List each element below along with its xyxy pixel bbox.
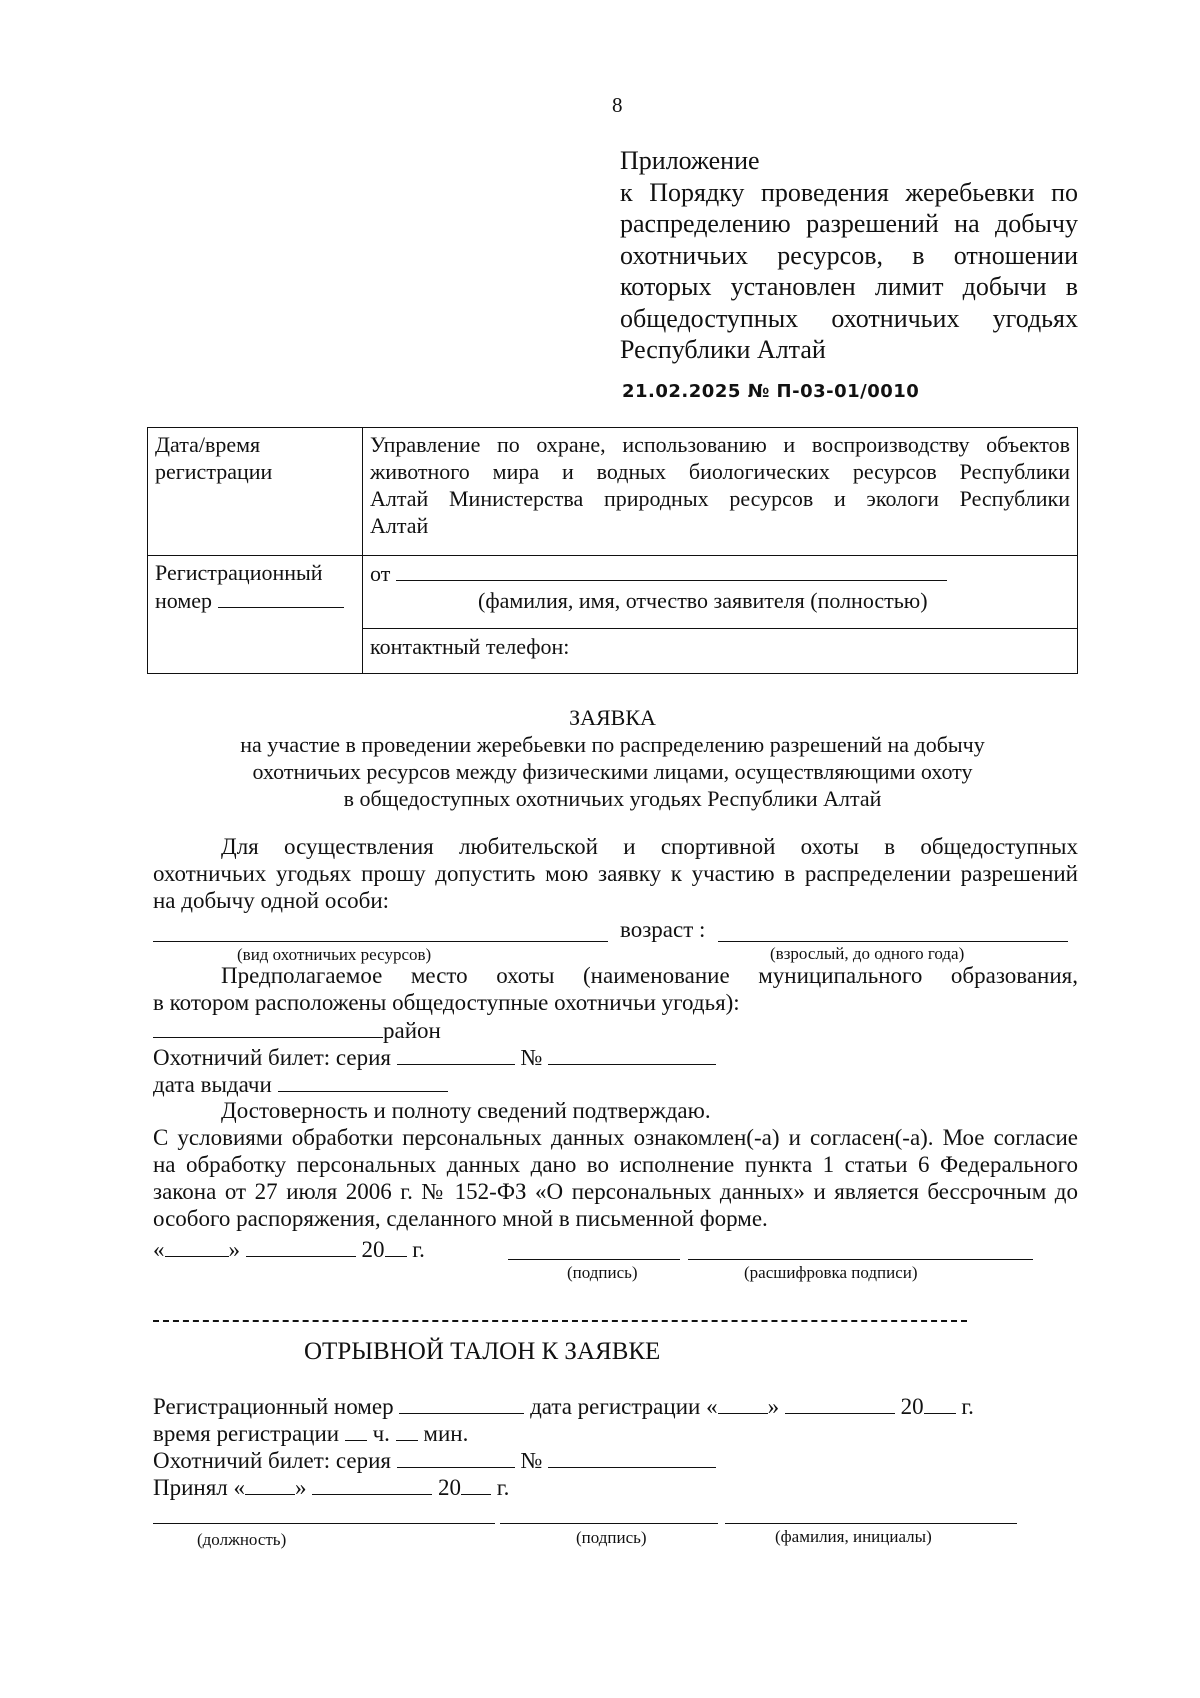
- applicant-cell: [363, 556, 1078, 629]
- authority-line: животного мира и водных биологических ресурсов Республики: [370, 459, 1070, 484]
- issue-date-row: [153, 1070, 448, 1098]
- coupon-hours-field[interactable]: [345, 1419, 367, 1441]
- resource-caption: (вид охотничьих ресурсов): [237, 945, 432, 964]
- coupon-month-field[interactable]: [785, 1392, 895, 1414]
- authority-line: Алтай: [370, 513, 429, 538]
- age-field[interactable]: [718, 920, 1068, 942]
- place-line: в котором расположены общедоступные охотничьи угодья):: [153, 990, 740, 1015]
- consent-line: С условиями обработки персональных данных ознакомлен(-а) и согласен(-а). Мое согласие: [153, 1125, 1078, 1150]
- page-number: 8: [612, 93, 623, 117]
- applicant-name-field[interactable]: [396, 559, 947, 581]
- minutes-label: мин.: [423, 1421, 469, 1446]
- coupon-time-row: [153, 1419, 468, 1447]
- authority-cell: [363, 428, 1078, 556]
- authority-line: Управление по охране, использованию и воспроизводству объектов: [370, 432, 1070, 457]
- signature-field[interactable]: [508, 1238, 680, 1260]
- coupon-day-field[interactable]: [718, 1392, 768, 1414]
- confirmation-text: Достоверность и полноту сведений подтверждаю.: [221, 1098, 711, 1123]
- appendix-line: общедоступных охотничьих угодьях: [620, 303, 1078, 333]
- hunting-ticket-row: [153, 1043, 716, 1071]
- day-field[interactable]: [165, 1235, 229, 1257]
- coupon-reg-number-field[interactable]: [399, 1392, 524, 1414]
- quote-open: «: [153, 1237, 165, 1262]
- phone-field[interactable]: [575, 632, 775, 654]
- appendix-title: Приложение: [620, 146, 760, 175]
- reg-number-field[interactable]: [218, 586, 344, 608]
- accepted-label: Принял: [153, 1475, 228, 1500]
- signature-decode-caption: (расшифровка подписи): [744, 1263, 918, 1282]
- coupon-reg-time-label: время регистрации: [153, 1421, 340, 1446]
- coupon-signature-caption: (подпись): [576, 1528, 647, 1547]
- phone-label: контактный телефон:: [370, 634, 570, 659]
- coupon-ticket-label: Охотничий билет: серия: [153, 1448, 392, 1473]
- signature-caption: (подпись): [567, 1263, 638, 1282]
- consent-paragraph: [153, 1124, 1078, 1232]
- year-prefix: 20: [361, 1237, 385, 1262]
- age-label: возраст :: [620, 917, 706, 942]
- coupon-accepted-row: [153, 1473, 509, 1501]
- position-caption: (должность): [197, 1530, 287, 1549]
- coupon-year-field[interactable]: [924, 1392, 956, 1414]
- hours-label: ч.: [372, 1421, 390, 1446]
- from-label: от: [370, 561, 391, 586]
- application-subtitle-line: на участие в проведении жеребьевки по распределению разрешений на добычу: [240, 732, 985, 757]
- authority-line: Алтай Министерства природных ресурсов и экологи Республики: [370, 486, 1070, 511]
- coupon-signature-field[interactable]: [500, 1502, 718, 1524]
- reg-number-label: Регистрационный: [155, 560, 323, 585]
- application-heading: [147, 704, 1078, 812]
- quote-open: «: [706, 1394, 718, 1419]
- place-paragraph: [153, 962, 1078, 1016]
- appendix-block: [620, 145, 1078, 366]
- year-suffix: г.: [412, 1237, 425, 1262]
- ticket-number-field[interactable]: [548, 1043, 716, 1065]
- consent-line: на обработку персональных данных дано во исполнение пункта 1 статьи 6 Федерального: [153, 1152, 1078, 1177]
- reg-number-cell: [148, 556, 363, 674]
- phone-cell: [363, 629, 1078, 674]
- coupon-reg-number-label: Регистрационный номер: [153, 1394, 394, 1419]
- applicant-caption: (фамилия, имя, отчество заявителя (полностью): [478, 588, 928, 613]
- application-title: ЗАЯВКА: [569, 705, 656, 730]
- coupon-ticket-row: [153, 1446, 716, 1474]
- district-label: район: [383, 1018, 441, 1043]
- reg-datetime-label: регистрации: [155, 459, 273, 484]
- accepted-day-field[interactable]: [245, 1473, 295, 1495]
- year-suffix: г.: [496, 1475, 510, 1500]
- issue-date-label: дата выдачи: [153, 1072, 272, 1097]
- intro-line: Для осуществления любительской и спортивной охоты в общедоступных: [221, 834, 1078, 859]
- district-row: [153, 1016, 441, 1044]
- cut-line: [153, 1320, 967, 1322]
- appendix-line: которых установлен лимит добычи в: [620, 272, 1078, 301]
- coupon-minutes-field[interactable]: [396, 1419, 418, 1441]
- intro-line: на добычу одной особи:: [153, 888, 390, 913]
- application-date-row: [153, 1235, 425, 1263]
- year-field[interactable]: [385, 1235, 407, 1257]
- place-line: Предполагаемое место охоты (наименование муниципального образования,: [221, 963, 1078, 988]
- registration-table: [147, 427, 1078, 674]
- application-subtitle-line: охотничьих ресурсов между физическими лицами, осуществляющими охоту: [252, 759, 973, 784]
- appendix-line: распределению разрешений на добычу: [620, 209, 1078, 238]
- reg-number-word: номер: [155, 588, 213, 613]
- coupon-name-field[interactable]: [725, 1502, 1017, 1524]
- position-field[interactable]: [153, 1502, 495, 1524]
- reg-datetime-cell: [148, 428, 363, 556]
- consent-line: закона от 27 июля 2006 г. № 152-ФЗ «О персональных данных» и является бессрочным до: [153, 1179, 1078, 1204]
- issue-date-field[interactable]: [278, 1070, 448, 1092]
- month-field[interactable]: [246, 1235, 356, 1257]
- accepted-year-field[interactable]: [461, 1473, 491, 1495]
- district-field[interactable]: [153, 1016, 383, 1038]
- appendix-line: охотничьих ресурсов, в отношении: [620, 240, 1078, 270]
- quote-open: «: [233, 1475, 246, 1500]
- appendix-line: Республики Алтай: [620, 335, 826, 364]
- age-caption: (взрослый, до одного года): [770, 944, 965, 963]
- intro-paragraph: [153, 833, 1078, 914]
- document-stamp: 21.02.2025 № П-03-01/0010: [622, 381, 920, 402]
- coupon-reg-date-label: дата регистрации: [530, 1394, 701, 1419]
- coupon-reg-row: [153, 1392, 974, 1420]
- intro-line: охотничьих угодьях прошу допустить мою заявку к участию в распределении разрешений: [153, 861, 1078, 886]
- resource-field[interactable]: [153, 920, 608, 942]
- application-subtitle-line: в общедоступных охотничьих угодьях Республики Алтай: [343, 786, 882, 811]
- year-prefix: 20: [900, 1394, 924, 1419]
- accepted-month-field[interactable]: [312, 1473, 432, 1495]
- reg-datetime-label: Дата/время: [155, 432, 261, 457]
- tear-off-title: ОТРЫВНОЙ ТАЛОН К ЗАЯВКЕ: [304, 1338, 661, 1365]
- year-suffix: г.: [961, 1394, 974, 1419]
- appendix-line: к Порядку проведения жеребьевки по: [620, 177, 1078, 207]
- quote-close: »: [295, 1475, 307, 1500]
- number-sign: №: [520, 1045, 543, 1070]
- quote-close: »: [767, 1394, 780, 1419]
- coupon-ticket-series-field[interactable]: [397, 1446, 515, 1468]
- quote-close: »: [228, 1237, 240, 1262]
- year-prefix: 20: [438, 1475, 462, 1500]
- ticket-series-field[interactable]: [397, 1043, 515, 1065]
- coupon-ticket-number-field[interactable]: [548, 1446, 716, 1468]
- number-sign: №: [520, 1448, 543, 1473]
- consent-line: особого распоряжения, сделанного мной в письменной форме.: [153, 1206, 768, 1231]
- signature-decode-field[interactable]: [688, 1238, 1033, 1260]
- coupon-name-caption: (фамилия, инициалы): [775, 1527, 932, 1546]
- hunting-ticket-label: Охотничий билет: серия: [153, 1045, 392, 1070]
